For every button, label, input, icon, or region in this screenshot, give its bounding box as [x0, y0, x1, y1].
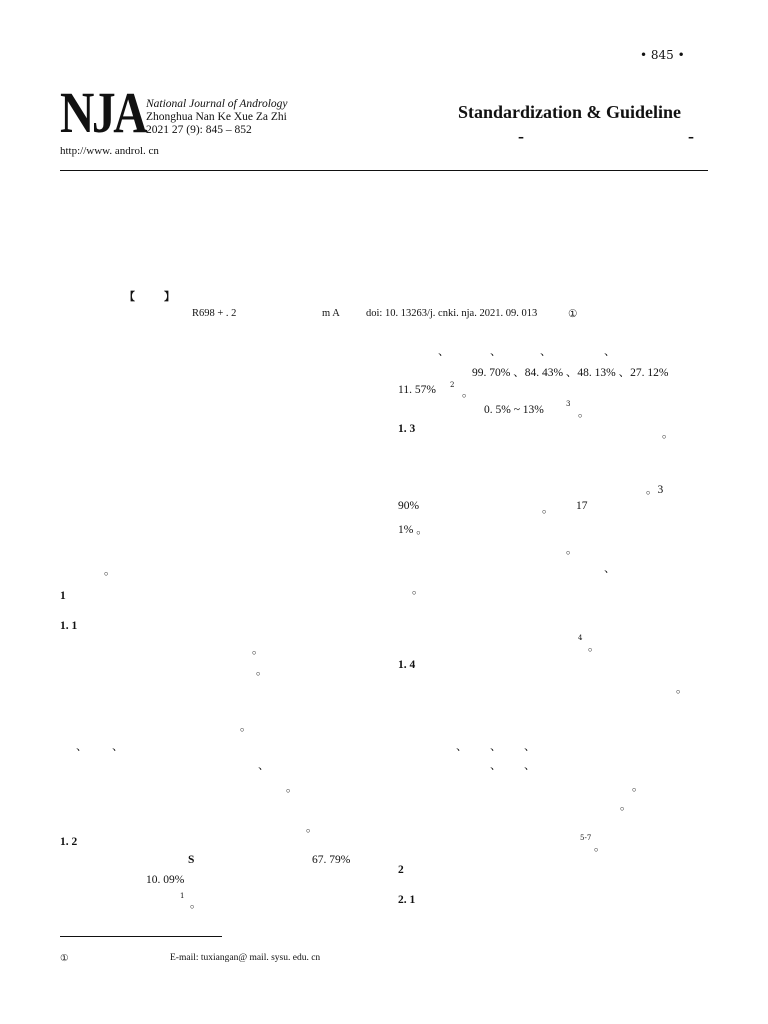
percent-list: 99. 70% 、84. 43% 、48. 13% 、27. 12%: [472, 367, 669, 379]
heading-1-1: 1. 1: [60, 620, 78, 632]
punct-comma: 、: [604, 563, 616, 575]
section-title: Standardization & Guideline: [458, 102, 682, 122]
punct-comma: 、: [490, 760, 502, 772]
percent-value: 90%: [398, 500, 420, 512]
page-number: • 845 •: [640, 48, 685, 62]
footnote-rule: [60, 936, 222, 937]
punct-comma: 、: [456, 741, 468, 753]
section-tick-right: -: [688, 126, 694, 146]
header-rule: [60, 170, 708, 171]
keyword-bracket-open: 【: [124, 290, 135, 303]
percent-value: 11. 57%: [398, 384, 436, 396]
punct-dot: 。: [620, 800, 632, 812]
punct-comma: 、: [524, 741, 536, 753]
punct-dot: 。: [252, 644, 264, 656]
punct-comma: 、: [524, 760, 536, 772]
doi: doi: 10. 13263/j. cnki. nja. 2021. 09. 013: [366, 308, 538, 319]
reference-marker: 1: [180, 892, 185, 900]
heading-1-3: 1. 3: [398, 423, 416, 435]
journal-logo: NJA: [60, 80, 146, 145]
percent-value: 67. 79%: [312, 854, 351, 866]
percent-range: 0. 5% ~ 13%: [484, 404, 544, 416]
punct-dot: 。: [104, 565, 116, 577]
punct-comma: 、: [258, 760, 270, 772]
reference-marker: 3: [566, 400, 571, 408]
punct-dot: 。: [240, 721, 252, 733]
heading-1-2: 1. 2: [60, 836, 78, 848]
punct-dot: 。: [462, 387, 474, 399]
punct-comma: 、: [438, 346, 450, 358]
footnote-email: E-mail: tuxiangan@ mail. sysu. edu. cn: [170, 953, 321, 963]
punct-dot: 。: [578, 407, 590, 419]
punct-dot: 。: [632, 781, 644, 793]
keyword-bracket-close: 】: [164, 290, 175, 303]
section-tick-left: -: [518, 126, 524, 146]
punct-comma: 、: [604, 346, 616, 358]
punct-comma: 、: [490, 346, 502, 358]
number-value: 17: [576, 500, 588, 512]
heading-2-1: 2. 1: [398, 894, 416, 906]
punct-dot: 。: [594, 841, 606, 853]
punct-comma: 、: [112, 741, 124, 753]
percent-value: 1% 。: [398, 524, 428, 536]
document-code: m A: [322, 308, 340, 319]
journal-pinyin: Zhonghua Nan Ke Xue Za Zhi: [146, 111, 287, 123]
punct-dot: 。: [190, 898, 202, 910]
punct-dot: 。: [662, 428, 674, 440]
punct-dot: 。3: [646, 484, 664, 496]
punct-dot: 。: [588, 641, 600, 653]
heading-2: 2: [398, 864, 404, 876]
circle-ref: ①: [568, 309, 578, 320]
s-letter: S: [188, 854, 195, 866]
reference-marker: 2: [450, 381, 455, 389]
journal-name: National Journal of Andrology: [146, 98, 288, 110]
reference-marker: 5-7: [580, 834, 592, 842]
punct-comma: 、: [76, 741, 88, 753]
heading-1: 1: [60, 590, 66, 602]
punct-dot: 。: [286, 782, 298, 794]
footnote-marker: ①: [60, 954, 69, 964]
percent-value: 10. 09%: [146, 874, 185, 886]
punct-dot: 。: [566, 544, 578, 556]
punct-comma: 、: [490, 741, 502, 753]
class-number: R698 + . 2: [192, 308, 237, 319]
journal-issue: 2021 27 (9): 845 – 852: [146, 124, 252, 136]
punct-comma: 、: [540, 346, 552, 358]
journal-url: http://www. androl. cn: [60, 145, 159, 157]
punct-dot: 。: [676, 683, 688, 695]
heading-1-4: 1. 4: [398, 659, 416, 671]
punct-dot: 。: [412, 584, 424, 596]
punct-dot: 。: [256, 665, 268, 677]
reference-marker: 4: [578, 634, 583, 642]
punct-dot: 。: [542, 503, 554, 515]
punct-dot: 。: [306, 822, 318, 834]
